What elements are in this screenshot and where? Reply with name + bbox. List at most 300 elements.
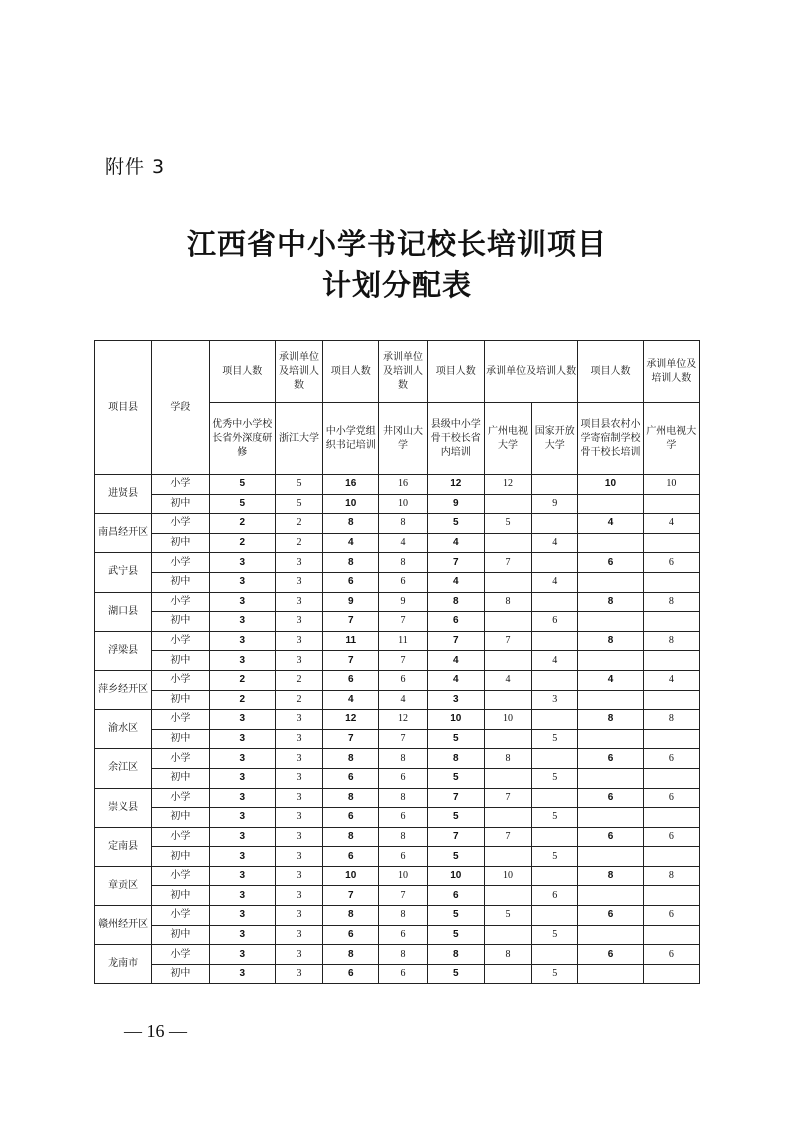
stage-cell: 小学 [152, 592, 209, 612]
group4-unit-cell [643, 886, 699, 906]
group4-count-cell: 6 [578, 827, 643, 847]
county-cell: 进贤县 [95, 475, 152, 514]
header-row-top [95, 341, 700, 403]
group3-count-cell: 3 [427, 690, 484, 710]
group1-count-cell: 3 [209, 906, 275, 926]
table-row [95, 690, 700, 710]
group3-count-cell: 4 [427, 572, 484, 592]
group2-unit-cell: 6 [379, 925, 427, 945]
group3-count-cell: 4 [427, 651, 484, 671]
group2-unit-cell: 6 [379, 572, 427, 592]
county-cell: 武宁县 [95, 553, 152, 592]
group2-unit-cell: 10 [379, 866, 427, 886]
group1-count-cell: 3 [209, 847, 275, 867]
group1-count-cell: 2 [209, 670, 275, 690]
group1-unit-cell: 3 [275, 553, 322, 573]
group3-count-cell: 7 [427, 553, 484, 573]
group1-unit-cell: 3 [275, 572, 322, 592]
group3-unit-b-cell [532, 475, 578, 495]
group2-unit-cell: 16 [379, 475, 427, 495]
group3-count-cell: 7 [427, 631, 484, 651]
table-row [95, 514, 700, 534]
stage-cell: 小学 [152, 827, 209, 847]
group4-unit-cell: 6 [643, 945, 699, 965]
group2-unit-cell: 9 [379, 592, 427, 612]
header-group1-org: 浙江大学 [275, 403, 322, 475]
header-group1-unit: 承训单位及培训人数 [275, 341, 322, 403]
group4-unit-cell: 6 [643, 749, 699, 769]
group1-unit-cell: 3 [275, 592, 322, 612]
group1-count-cell: 3 [209, 749, 275, 769]
group1-unit-cell: 3 [275, 827, 322, 847]
county-cell: 余江区 [95, 749, 152, 788]
group2-unit-cell: 8 [379, 514, 427, 534]
group4-unit-cell [643, 612, 699, 632]
group3-unit-b-cell: 9 [532, 494, 578, 514]
group2-count-cell: 8 [323, 788, 379, 808]
group1-count-cell: 3 [209, 651, 275, 671]
group2-count-cell: 6 [323, 925, 379, 945]
group4-count-cell [578, 494, 643, 514]
group1-unit-cell: 3 [275, 788, 322, 808]
group4-count-cell [578, 925, 643, 945]
table-row [95, 670, 700, 690]
county-cell: 萍乡经开区 [95, 670, 152, 709]
group2-count-cell: 12 [323, 710, 379, 730]
group2-unit-cell: 8 [379, 827, 427, 847]
group4-count-cell [578, 886, 643, 906]
stage-cell: 初中 [152, 533, 209, 553]
group4-unit-cell [643, 690, 699, 710]
group1-count-cell: 3 [209, 788, 275, 808]
group4-unit-cell [643, 572, 699, 592]
county-cell: 定南县 [95, 827, 152, 866]
group4-count-cell: 6 [578, 788, 643, 808]
group1-unit-cell: 3 [275, 866, 322, 886]
group3-unit-a-cell: 8 [484, 945, 531, 965]
group2-unit-cell: 8 [379, 788, 427, 808]
group3-unit-a-cell: 7 [484, 631, 531, 651]
group1-unit-cell: 3 [275, 631, 322, 651]
group1-unit-cell: 3 [275, 710, 322, 730]
group3-unit-b-cell: 6 [532, 886, 578, 906]
group3-unit-b-cell: 5 [532, 925, 578, 945]
group2-unit-cell: 8 [379, 749, 427, 769]
group2-count-cell: 6 [323, 670, 379, 690]
stage-cell: 小学 [152, 710, 209, 730]
group2-count-cell: 6 [323, 964, 379, 984]
table-row [95, 553, 700, 573]
group2-unit-cell: 8 [379, 906, 427, 926]
group2-count-cell: 8 [323, 906, 379, 926]
group3-unit-a-cell [484, 847, 531, 867]
group4-unit-cell [643, 494, 699, 514]
stage-cell: 初中 [152, 925, 209, 945]
group1-unit-cell: 3 [275, 906, 322, 926]
header-group4-project: 项目县农村小学寄宿制学校骨干校长培训 [578, 403, 643, 475]
table-row [95, 808, 700, 828]
group3-count-cell: 12 [427, 475, 484, 495]
table-row [95, 592, 700, 612]
group1-count-cell: 3 [209, 710, 275, 730]
group3-count-cell: 7 [427, 788, 484, 808]
group2-count-cell: 8 [323, 514, 379, 534]
group2-count-cell: 6 [323, 847, 379, 867]
table-row [95, 866, 700, 886]
group2-unit-cell: 11 [379, 631, 427, 651]
group3-unit-b-cell [532, 514, 578, 534]
stage-cell: 初中 [152, 612, 209, 632]
stage-cell: 小学 [152, 788, 209, 808]
group3-count-cell: 5 [427, 729, 484, 749]
group2-unit-cell: 4 [379, 533, 427, 553]
group3-unit-a-cell [484, 925, 531, 945]
group1-unit-cell: 3 [275, 612, 322, 632]
header-group3-org-b: 国家开放大学 [532, 403, 578, 475]
group3-unit-a-cell [484, 964, 531, 984]
group4-count-cell: 6 [578, 749, 643, 769]
group3-count-cell: 8 [427, 945, 484, 965]
group2-unit-cell: 6 [379, 768, 427, 788]
group2-unit-cell: 7 [379, 651, 427, 671]
group4-count-cell [578, 572, 643, 592]
group1-count-cell: 3 [209, 945, 275, 965]
group3-unit-a-cell [484, 690, 531, 710]
group3-count-cell: 5 [427, 514, 484, 534]
table-row [95, 906, 700, 926]
table-row [95, 612, 700, 632]
group4-count-cell [578, 690, 643, 710]
group4-unit-cell: 4 [643, 670, 699, 690]
group4-count-cell: 4 [578, 670, 643, 690]
header-group3-count: 项目人数 [427, 341, 484, 403]
group2-unit-cell: 8 [379, 553, 427, 573]
group3-unit-b-cell: 6 [532, 612, 578, 632]
county-cell: 赣州经开区 [95, 906, 152, 945]
group4-count-cell [578, 768, 643, 788]
header-group2-unit: 承训单位及培训人数 [379, 341, 427, 403]
group2-count-cell: 8 [323, 827, 379, 847]
table-row [95, 631, 700, 651]
group2-unit-cell: 4 [379, 690, 427, 710]
group3-unit-b-cell: 5 [532, 847, 578, 867]
county-cell: 渝水区 [95, 710, 152, 749]
group4-count-cell [578, 964, 643, 984]
document-title-line2: 计划分配表 [321, 268, 472, 302]
county-cell: 龙南市 [95, 945, 152, 984]
table-row [95, 945, 700, 965]
group3-unit-b-cell: 5 [532, 964, 578, 984]
group3-count-cell: 5 [427, 906, 484, 926]
stage-cell: 小学 [152, 749, 209, 769]
group2-count-cell: 7 [323, 651, 379, 671]
group3-unit-b-cell [532, 553, 578, 573]
group4-count-cell: 6 [578, 906, 643, 926]
group2-count-cell: 4 [323, 690, 379, 710]
group4-unit-cell: 8 [643, 710, 699, 730]
group4-unit-cell: 6 [643, 788, 699, 808]
group1-count-cell: 3 [209, 866, 275, 886]
group3-unit-b-cell [532, 866, 578, 886]
group1-count-cell: 5 [209, 494, 275, 514]
group4-unit-cell: 6 [643, 827, 699, 847]
header-group2-org: 井冈山大学 [379, 403, 427, 475]
group2-unit-cell: 6 [379, 847, 427, 867]
group2-count-cell: 7 [323, 729, 379, 749]
stage-cell: 小学 [152, 866, 209, 886]
stage-cell: 小学 [152, 631, 209, 651]
stage-cell: 初中 [152, 808, 209, 828]
stage-cell: 初中 [152, 494, 209, 514]
stage-cell: 小学 [152, 906, 209, 926]
county-cell: 崇义县 [95, 788, 152, 827]
group1-count-cell: 2 [209, 690, 275, 710]
group2-count-cell: 9 [323, 592, 379, 612]
group1-count-cell: 3 [209, 572, 275, 592]
group4-unit-cell: 8 [643, 592, 699, 612]
group3-count-cell: 5 [427, 808, 484, 828]
group3-unit-b-cell: 3 [532, 690, 578, 710]
stage-cell: 初中 [152, 768, 209, 788]
group4-unit-cell [643, 847, 699, 867]
group4-count-cell: 8 [578, 631, 643, 651]
group3-unit-b-cell: 4 [532, 533, 578, 553]
group1-count-cell: 3 [209, 612, 275, 632]
group3-unit-b-cell [532, 827, 578, 847]
group1-count-cell: 3 [209, 925, 275, 945]
group4-unit-cell: 4 [643, 514, 699, 534]
group3-unit-a-cell: 7 [484, 827, 531, 847]
group3-unit-a-cell: 4 [484, 670, 531, 690]
group3-unit-b-cell [532, 788, 578, 808]
group2-count-cell: 6 [323, 768, 379, 788]
group3-count-cell: 5 [427, 964, 484, 984]
group3-count-cell: 5 [427, 768, 484, 788]
group4-count-cell [578, 612, 643, 632]
header-group3-project: 县级中小学骨干校长省内培训 [427, 403, 484, 475]
group2-count-cell: 7 [323, 886, 379, 906]
allocation-table [94, 340, 700, 984]
group2-count-cell: 8 [323, 749, 379, 769]
header-group4-unit: 承训单位及培训人数 [643, 341, 699, 403]
group3-unit-b-cell: 5 [532, 768, 578, 788]
table-row [95, 729, 700, 749]
group2-count-cell: 8 [323, 553, 379, 573]
group2-count-cell: 10 [323, 866, 379, 886]
header-group4-count: 项目人数 [578, 341, 643, 403]
group4-unit-cell [643, 925, 699, 945]
stage-cell: 初中 [152, 886, 209, 906]
group3-unit-b-cell [532, 592, 578, 612]
group1-count-cell: 2 [209, 533, 275, 553]
group1-unit-cell: 3 [275, 808, 322, 828]
group1-unit-cell: 2 [275, 514, 322, 534]
header-county: 项目县 [95, 341, 152, 475]
group1-count-cell: 5 [209, 475, 275, 495]
group3-unit-b-cell [532, 906, 578, 926]
group2-count-cell: 4 [323, 533, 379, 553]
group3-unit-a-cell: 5 [484, 514, 531, 534]
group1-count-cell: 3 [209, 886, 275, 906]
group3-count-cell: 10 [427, 710, 484, 730]
group3-unit-b-cell: 5 [532, 808, 578, 828]
group2-unit-cell: 6 [379, 964, 427, 984]
stage-cell: 小学 [152, 945, 209, 965]
group3-unit-a-cell [484, 572, 531, 592]
group3-count-cell: 9 [427, 494, 484, 514]
table-row [95, 847, 700, 867]
group2-count-cell: 16 [323, 475, 379, 495]
document-title-line1: 江西省中小学书记校长培训项目 [186, 227, 607, 261]
group4-unit-cell: 6 [643, 906, 699, 926]
group3-unit-b-cell [532, 945, 578, 965]
group4-count-cell [578, 651, 643, 671]
group3-unit-b-cell: 4 [532, 651, 578, 671]
group1-unit-cell: 5 [275, 494, 322, 514]
group4-count-cell [578, 847, 643, 867]
group3-unit-b-cell: 4 [532, 572, 578, 592]
group4-count-cell [578, 729, 643, 749]
table-row [95, 475, 700, 495]
group4-unit-cell [643, 808, 699, 828]
stage-cell: 小学 [152, 514, 209, 534]
group3-unit-a-cell [484, 651, 531, 671]
table-row [95, 925, 700, 945]
group2-unit-cell: 7 [379, 612, 427, 632]
group3-unit-a-cell: 5 [484, 906, 531, 926]
county-cell: 南昌经开区 [95, 514, 152, 553]
stage-cell: 小学 [152, 670, 209, 690]
group3-count-cell: 4 [427, 533, 484, 553]
group3-count-cell: 8 [427, 749, 484, 769]
table-row [95, 651, 700, 671]
group2-count-cell: 10 [323, 494, 379, 514]
group3-unit-a-cell [484, 494, 531, 514]
group3-count-cell: 5 [427, 847, 484, 867]
stage-cell: 小学 [152, 553, 209, 573]
group1-unit-cell: 3 [275, 768, 322, 788]
group1-unit-cell: 3 [275, 925, 322, 945]
header-group2-count: 项目人数 [323, 341, 379, 403]
group1-unit-cell: 3 [275, 749, 322, 769]
group1-unit-cell: 2 [275, 533, 322, 553]
group1-count-cell: 3 [209, 553, 275, 573]
header-group3-unit: 承训单位及培训人数 [484, 341, 577, 403]
group3-count-cell: 6 [427, 612, 484, 632]
group1-unit-cell: 5 [275, 475, 322, 495]
group3-count-cell: 4 [427, 670, 484, 690]
group4-count-cell: 6 [578, 553, 643, 573]
group4-unit-cell [643, 768, 699, 788]
group2-unit-cell: 12 [379, 710, 427, 730]
group1-unit-cell: 2 [275, 690, 322, 710]
stage-cell: 初中 [152, 964, 209, 984]
table-row [95, 827, 700, 847]
group2-unit-cell: 7 [379, 886, 427, 906]
group2-count-cell: 6 [323, 808, 379, 828]
header-stage: 学段 [152, 341, 209, 475]
group4-count-cell [578, 808, 643, 828]
group4-count-cell: 4 [578, 514, 643, 534]
header-group1-project: 优秀中小学校长省外深度研修 [209, 403, 275, 475]
stage-cell: 初中 [152, 729, 209, 749]
group2-unit-cell: 8 [379, 945, 427, 965]
group2-unit-cell: 10 [379, 494, 427, 514]
page-number: — 16 — [124, 1021, 187, 1041]
group1-count-cell: 3 [209, 592, 275, 612]
group3-unit-a-cell: 7 [484, 553, 531, 573]
group1-unit-cell: 3 [275, 729, 322, 749]
table-row [95, 710, 700, 730]
group1-count-cell: 3 [209, 964, 275, 984]
county-cell: 湖口县 [95, 592, 152, 631]
header-group2-project: 中小学党组织书记培训 [323, 403, 379, 475]
table-row [95, 533, 700, 553]
group1-unit-cell: 3 [275, 945, 322, 965]
table-row [95, 886, 700, 906]
group3-count-cell: 10 [427, 866, 484, 886]
table-row [95, 572, 700, 592]
group2-count-cell: 8 [323, 945, 379, 965]
table-row [95, 964, 700, 984]
group3-unit-a-cell [484, 886, 531, 906]
group3-unit-a-cell [484, 768, 531, 788]
group3-unit-a-cell [484, 533, 531, 553]
group1-count-cell: 3 [209, 827, 275, 847]
group1-count-cell: 2 [209, 514, 275, 534]
header-group1-count: 项目人数 [209, 341, 275, 403]
group3-unit-b-cell [532, 670, 578, 690]
group3-unit-a-cell: 8 [484, 749, 531, 769]
group3-unit-a-cell: 7 [484, 788, 531, 808]
county-cell: 章贡区 [95, 866, 152, 905]
group3-unit-a-cell [484, 612, 531, 632]
group4-unit-cell: 8 [643, 631, 699, 651]
stage-cell: 小学 [152, 475, 209, 495]
group3-count-cell: 6 [427, 886, 484, 906]
group3-count-cell: 8 [427, 592, 484, 612]
group2-unit-cell: 6 [379, 808, 427, 828]
group4-count-cell: 8 [578, 592, 643, 612]
table-row [95, 749, 700, 769]
stage-cell: 初中 [152, 690, 209, 710]
county-cell: 浮梁县 [95, 631, 152, 670]
group2-unit-cell: 6 [379, 670, 427, 690]
group1-count-cell: 3 [209, 631, 275, 651]
group4-unit-cell [643, 964, 699, 984]
group4-count-cell: 8 [578, 710, 643, 730]
group4-unit-cell: 6 [643, 553, 699, 573]
group1-unit-cell: 3 [275, 651, 322, 671]
group3-unit-a-cell: 10 [484, 866, 531, 886]
group3-unit-a-cell: 12 [484, 475, 531, 495]
group4-count-cell [578, 533, 643, 553]
group3-unit-a-cell: 10 [484, 710, 531, 730]
group4-unit-cell: 10 [643, 475, 699, 495]
group4-unit-cell [643, 729, 699, 749]
group4-count-cell: 6 [578, 945, 643, 965]
group3-count-cell: 7 [427, 827, 484, 847]
group3-unit-a-cell [484, 729, 531, 749]
group3-unit-b-cell [532, 631, 578, 651]
group1-unit-cell: 3 [275, 964, 322, 984]
group1-count-cell: 3 [209, 808, 275, 828]
group1-unit-cell: 3 [275, 847, 322, 867]
attachment-label: 附件 3 [105, 156, 166, 178]
group2-count-cell: 11 [323, 631, 379, 651]
group3-unit-b-cell [532, 710, 578, 730]
group4-unit-cell: 8 [643, 866, 699, 886]
